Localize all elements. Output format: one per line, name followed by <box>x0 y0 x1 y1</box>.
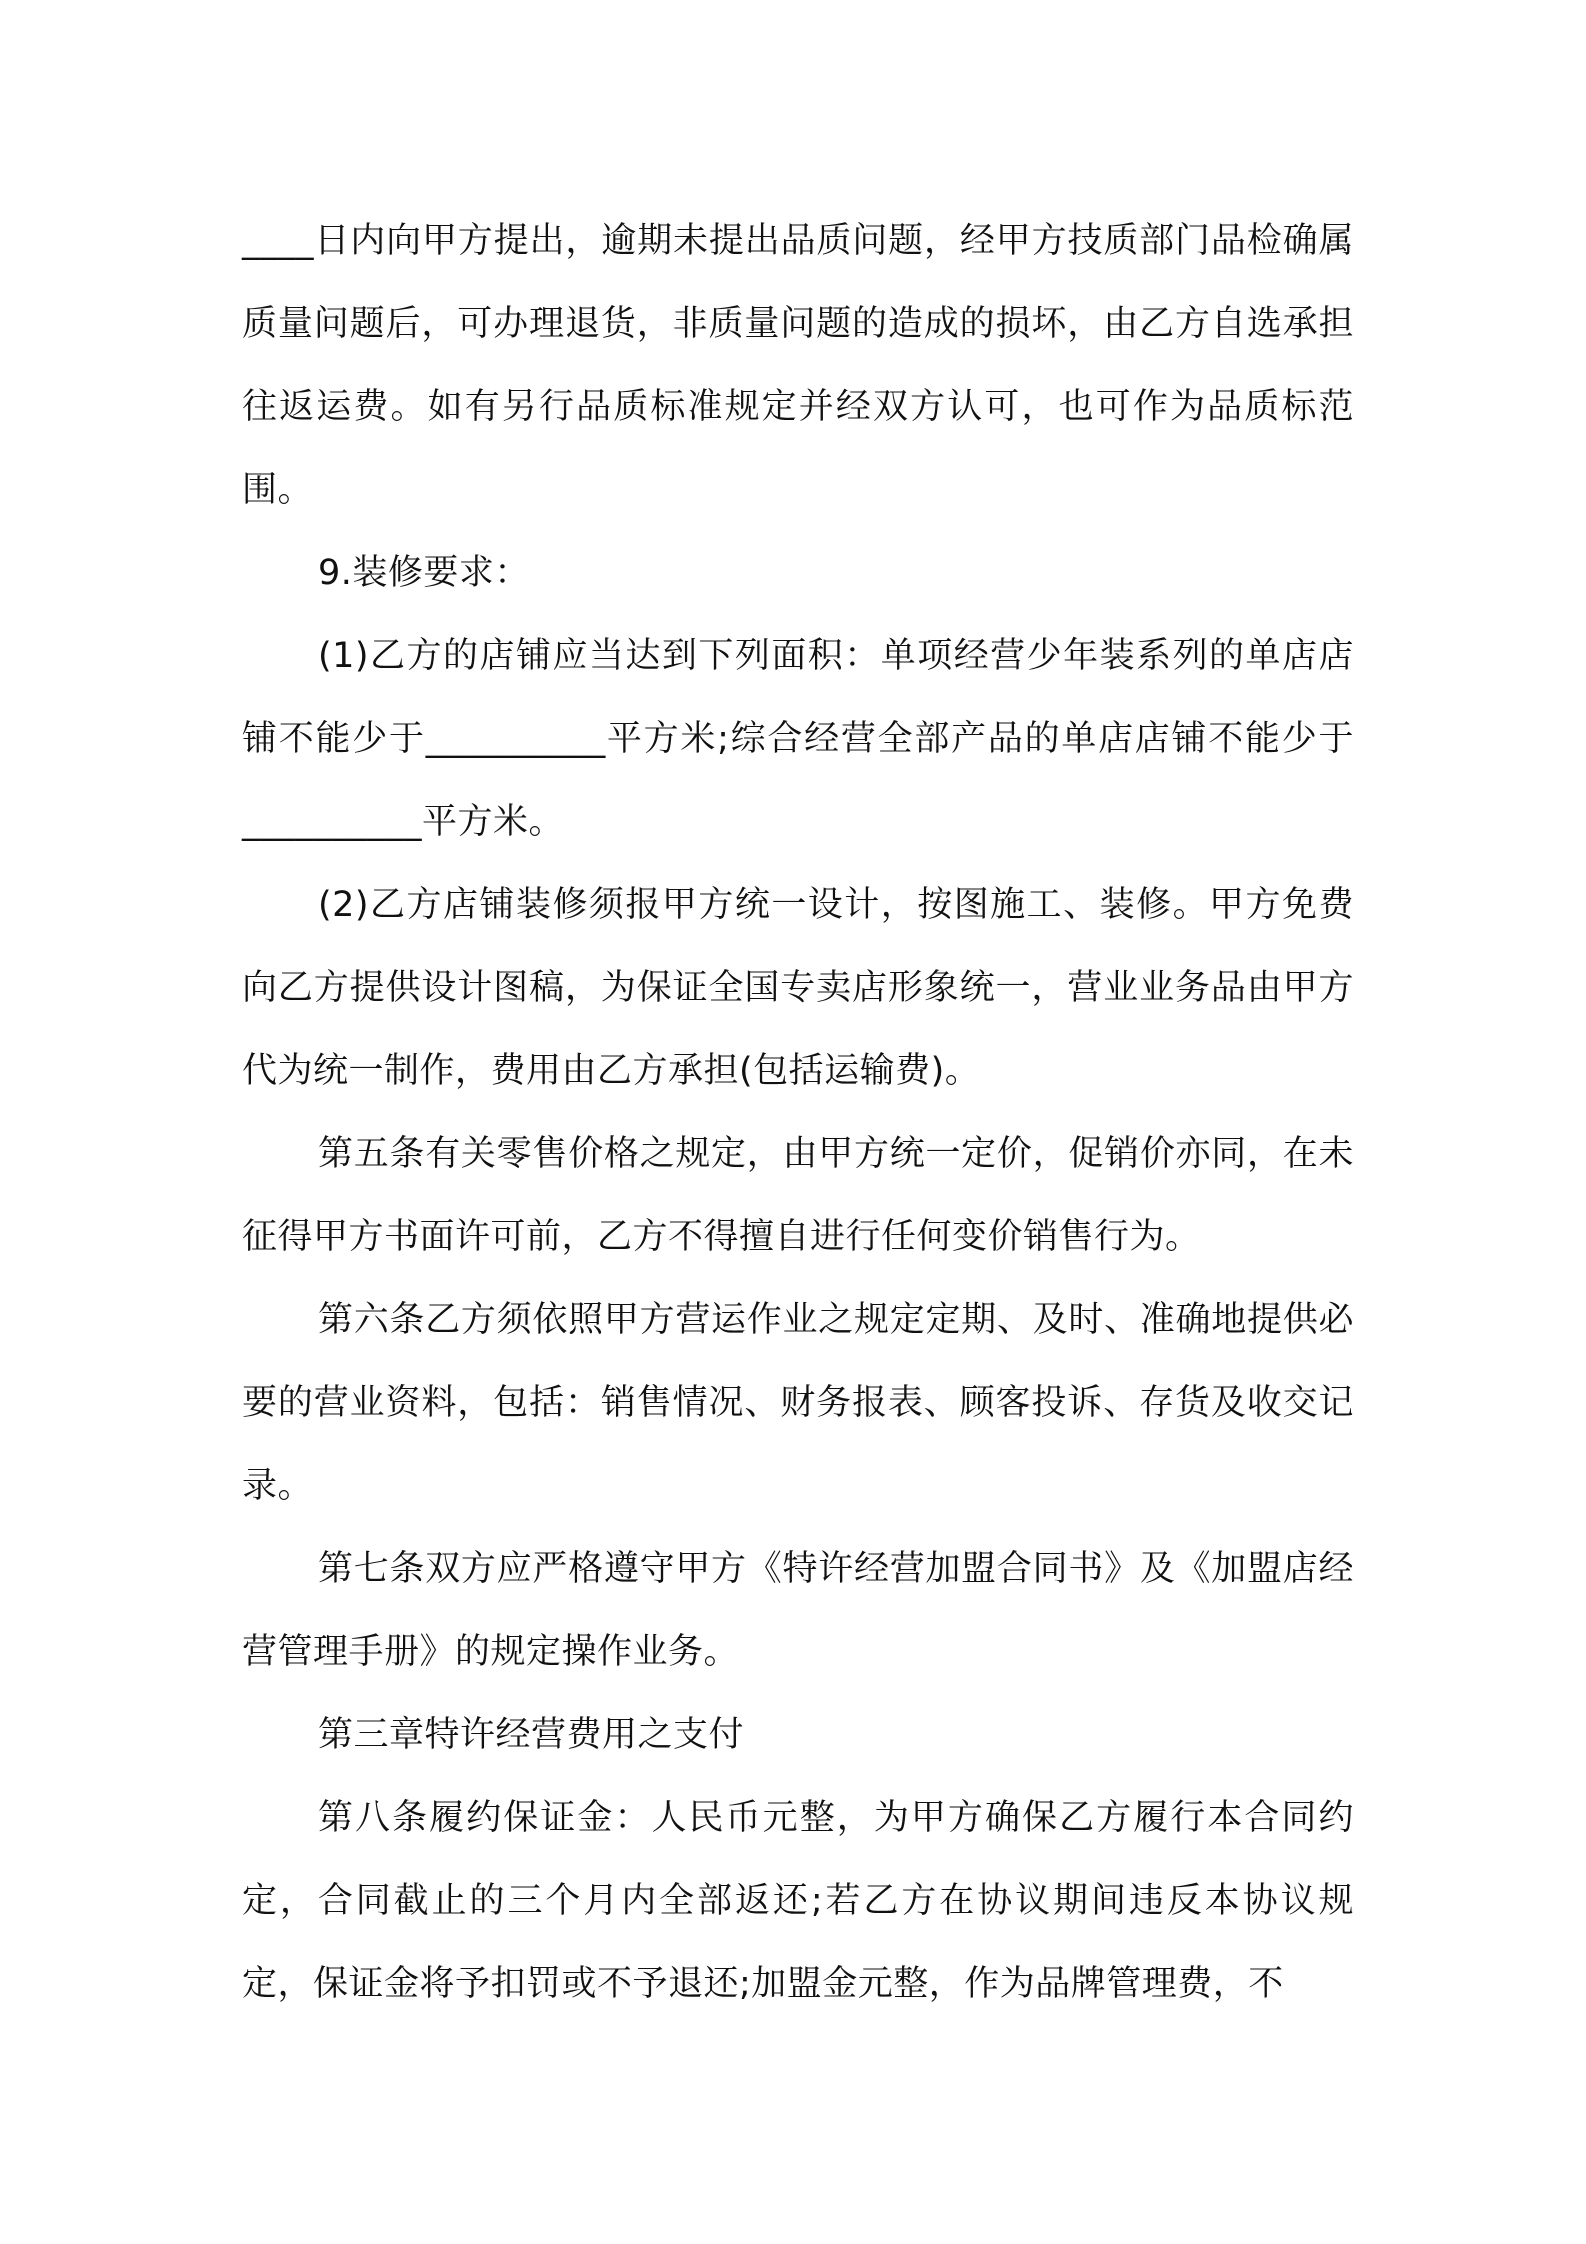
chapter-3-heading: 第三章特许经营费用之支付 <box>318 1715 745 1755</box>
document-body <box>242 200 1354 2026</box>
paragraph-store-design: (2)乙方店铺装修须报甲方统一设计，按图施工、装修。甲方免费向乙方提供设计图稿，为保证全国专卖店形象统一，营业业务品由甲方代为统一制作，费用由乙方承担(包括运输费)。 <box>242 885 1354 1091</box>
paragraph-article-6: 第六条乙方须依照甲方营运作业之规定定期、及时、准确地提供必要的营业资料，包括：销售情况、财务报表、顾客投诉、存货及收交记录。 <box>242 1300 1354 1506</box>
paragraph-quality-return: ____日内向甲方提出，逾期未提出品质问题，经甲方技质部门品检确属质量问题后，可办理退货，非质量问题的造成的损坏，由乙方自选承担往返运费。如有另行品质标准规定并经双方认可，也可作为品质标范围。 <box>242 221 1354 510</box>
paragraph-article-8: 第八条履约保证金：人民币元整，为甲方确保乙方履行本合同约定，合同截止的三个月内全部返还;若乙方在协议期间违反本协议规定，保证金将予扣罚或不予退还;加盟金元整，作为品牌管理费，不 <box>242 1798 1354 2004</box>
paragraph-article-5: 第五条有关零售价格之规定，由甲方统一定价，促销价亦同，在未征得甲方书面许可前，乙方不得擅自进行任何变价销售行为。 <box>242 1134 1354 1257</box>
paragraph-article-7: 第七条双方应严格遵守甲方《特许经营加盟合同书》及《加盟店经营管理手册》的规定操作业务。 <box>242 1549 1354 1672</box>
paragraph-store-area: (1)乙方的店铺应当达到下列面积：单项经营少年装系列的单店店铺不能少于__________平方米;综合经营全部产品的单店店铺不能少于__________平方米。 <box>242 636 1354 842</box>
paragraph-decoration-heading: 9.装修要求： <box>318 553 530 593</box>
